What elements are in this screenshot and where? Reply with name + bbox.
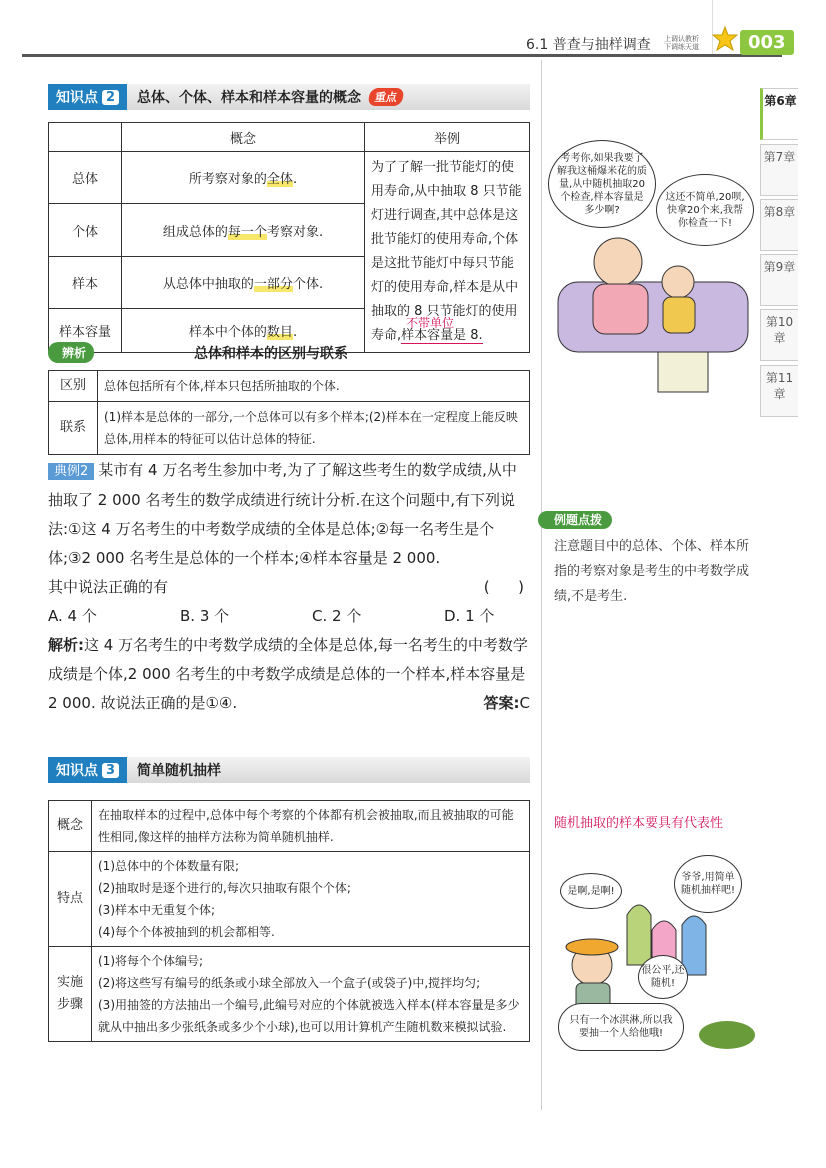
chapter-tab[interactable]: 第10章 [760,309,798,361]
def-pre: 样本中个体的 [188,325,267,341]
kp3-table [48,800,530,1042]
kp2-badge-num: 2 [102,90,119,105]
def-pre: 组成总体的 [162,224,228,240]
answer [484,689,530,718]
distinction-table [48,370,530,455]
kp3-side-note: 随机抽取的样本要具有代表性 [554,816,724,831]
distinction-text: 总体包括所有个体,样本只包括所抽取的个体. [98,371,530,402]
kp3-badge [48,757,127,783]
option-c: C. 2 个 [312,607,362,625]
example2-ask: 其中说法正确的有 [48,578,169,596]
option-a: A. 4 个 [48,607,97,625]
kp3-line: (3)样本中无重复个体; [98,903,216,917]
bubble-answer: 这还不简单,20呗,快拿20个来,我帮你检查一下! [656,174,754,246]
kp2-title: 总体、个体、样本和样本容量的概念 [137,90,362,106]
def-highlight: 一部分 [253,277,293,293]
option-d: D. 1 个 [444,607,495,625]
def-highlight: 全体 [266,172,293,188]
kp3-badge-label: 知识点 [56,763,98,779]
star-icon [712,26,738,52]
kp3-line: (3)用抽签的方法抽出一个编号,此编号对应的个体就被选入样本(样本容量是多少就从中抽出多少张纸条或多少个小球),也可以用计算机产生随机数来模拟试验. [98,998,520,1034]
answer-label: 答案: [483,694,520,712]
header-small-2: 下调练天道 [664,43,699,51]
kp2-badge [48,84,127,110]
kp2-row-def [122,204,365,256]
kp3-title: 简单随机抽样 [137,763,222,779]
distinction-title: 总体和样本的区别与联系 [194,345,349,362]
kp2-title-bar [127,84,530,110]
kp2-badge-label: 知识点 [56,90,98,106]
bubble-fair: 很公平,还随机! [638,955,688,999]
section-title: 6.1 普查与抽样调查 [526,37,651,53]
kp2-head-example: 举例 [365,123,530,152]
def-post: 个体. [292,277,324,293]
example2 [48,456,530,718]
kp2-row-label: 个体 [49,204,122,256]
answer-blank: ( ) [483,578,524,596]
distinction-label: 区别 [49,371,98,402]
kp3-heading [48,757,530,783]
example2-tag: 典例2 [48,463,94,480]
def-pre: 从总体中抽取的 [162,277,254,293]
kp3-title-bar [127,757,530,783]
analysis-label: 解析: [48,636,84,654]
distinction-tag: 辨析 [48,342,94,363]
distinction-text: (1)样本是总体的一部分,一个总体可以有多个样本;(2)样本在一定程度上能反映总体,用样本的特征可以估计总体的特征. [98,402,530,455]
bubble-agree: 是啊,是啊! [560,873,622,909]
cartoon-icecream [552,855,762,1055]
kp3-content [92,947,530,1042]
kp2-example-text: 为了了解一批节能灯的使用寿命,从中抽取 8 只节能灯进行调查,其中总体是这批节能灯的使用寿命,个体是这批节能灯中每只节能灯的使用寿命,样本是从中抽取的 8 只节能灯的使用寿命, [371,160,522,343]
chapter-tab[interactable]: 第11章 [760,365,798,417]
example2-question-text: 某市有 4 万名考生参加中考,为了了解这些考生的数学成绩,从中抽取了 2 000 名考生的数学成绩进行统计分析.在这个问题中,有下列说法:①这 4 万名考生的中考数学成绩的全体是总体;②每一名考生是个体;③2 000 名考生是总体的一个样本;④样本容量是 2 000. [48,461,517,567]
chapter-tab[interactable]: 第8章 [760,199,798,251]
distinction-label: 联系 [49,402,98,455]
bubble-suggest: 爷爷,用简单随机抽样吧! [674,855,742,913]
chapter-tab[interactable]: 第7章 [760,144,798,196]
kp3-badge-num: 3 [102,763,119,778]
kp3-line: (1)将每个个体编号; [98,954,204,968]
kp3-label: 实施步骤 [49,947,92,1042]
kp3-label: 特点 [49,852,92,947]
header-rule [22,54,782,57]
answer-value: C [519,694,530,712]
def-post: . [292,325,298,341]
kp3-content [92,801,530,852]
kp2-table [48,122,530,353]
chapter-tab[interactable]: 第6章 [760,88,798,140]
kp3-line: (4)每个个体被抽到的机会都相等. [98,925,275,939]
def-post: . [292,172,298,188]
example2-ask-row [48,573,530,602]
tip-tag: 例题点拨 [538,511,612,529]
bubble-icecream: 只有一个冰淇淋,所以我要抽一个人给他哦! [558,1003,684,1051]
example2-analysis [48,631,530,718]
kp3-line: (1)总体中的个体数量有限; [98,859,240,873]
kp2-example-tail: 样本容量是 8. [401,328,483,343]
tip-text: 注意题目中的总体、个体、样本所指的考察对象是考生的中考数学成绩,不是考生. [554,539,750,604]
def-highlight: 每一个 [227,224,267,240]
kp2-row-def [122,152,365,204]
kp3-line: 在抽取样本的过程中,总体中每个考察的个体都有机会被抽取,而且被抽取的可能性相同,像这样的抽样方法称为简单随机抽样. [98,808,514,844]
tip-heading [538,509,612,528]
def-pre: 所考察对象的 [188,172,267,188]
analysis-text: 这 4 万名考生的中考数学成绩的全体是总体,每一名考生的中考数学成绩是个体,2 000 名考生的中考数学成绩是总体的一个样本,样本容量是2 000. 故说法正确的是①④. [48,636,528,712]
chapter-tab[interactable]: 第9章 [760,254,798,306]
kp2-row-label: 样本 [49,256,122,308]
distinction-heading [48,342,530,363]
page-number: 003 [740,30,794,55]
kp2-row-def [122,256,365,308]
kp3-line: (2)将这些写有编号的纸条或小球全部放入一个盒子(或袋子)中,搅拌均匀; [98,976,481,990]
cartoon-popcorn [548,132,758,412]
header-small-text [664,35,699,51]
example2-options [48,602,530,631]
kp2-row-label: 样本容量 [49,309,122,353]
def-highlight: 数目 [266,325,293,341]
kp3-content [92,852,530,947]
bubble-question: 考考你,如果我要了解我这桶爆米花的质量,从中随机抽取20个检查,样本容量是多少啊? [548,140,656,228]
unit-note: 不带单位 [406,316,455,330]
kp2-heading [48,84,530,110]
kp2-head-concept: 概念 [122,123,365,152]
column-divider [541,60,542,1110]
header-small-1: 上调认教析 [664,35,699,43]
key-point-tag: 重点 [367,88,404,106]
kp2-row-label: 总体 [49,152,122,204]
kp3-label: 概念 [49,801,92,852]
def-post: 考察对象. [266,224,324,240]
example2-question [48,456,530,573]
kp2-corner-cell [49,123,122,152]
option-b: B. 3 个 [180,607,230,625]
kp3-line: (2)抽取时是逐个进行的,每次只抽取有限个个体; [98,881,351,895]
